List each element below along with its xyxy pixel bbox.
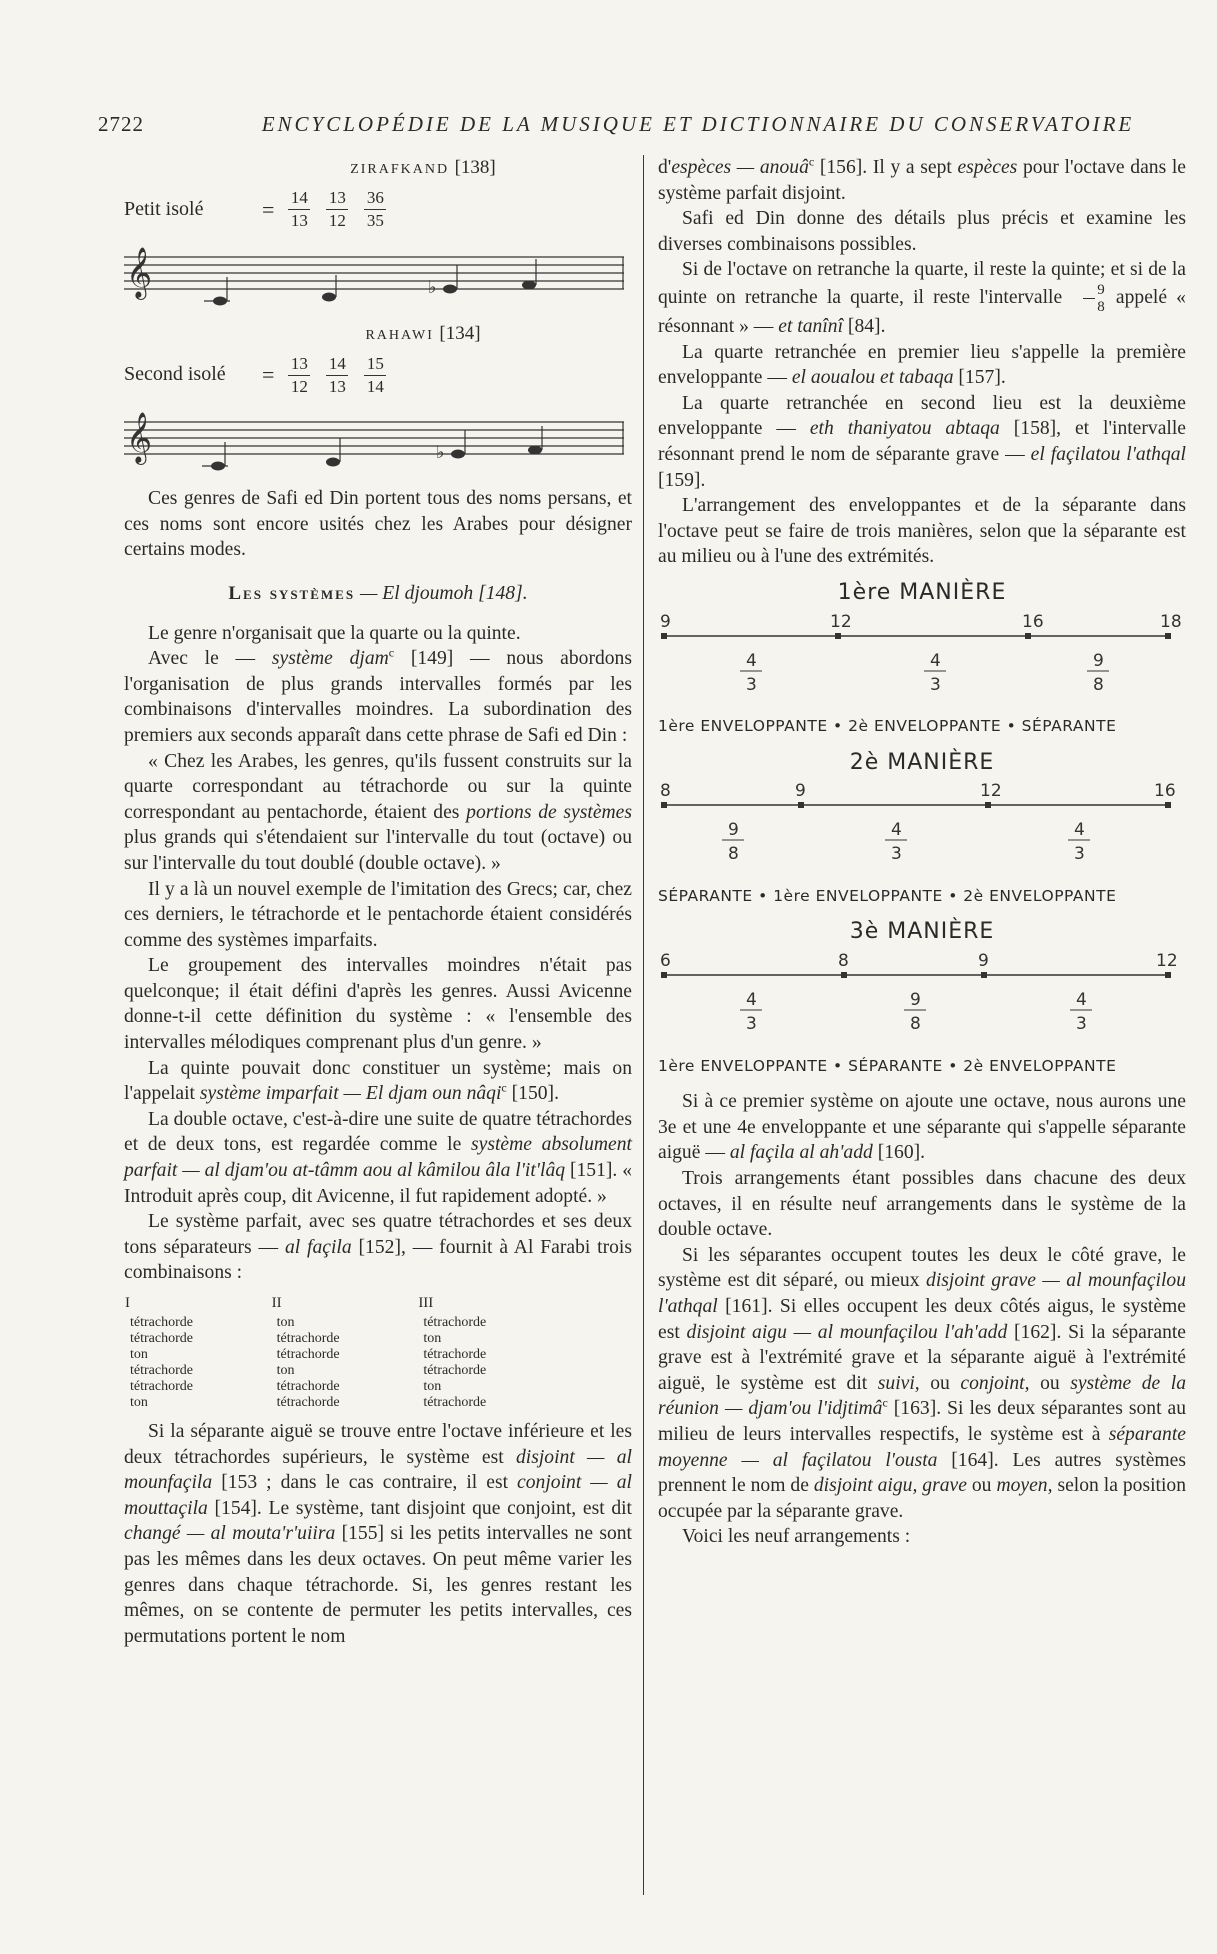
svg-text:16: 16 [1022,611,1044,632]
svg-text:3: 3 [746,1014,757,1035]
combinations-table [124,1294,564,1411]
paragraph: La quarte retranchée en second lieu est la deuxième enveloppante — eth thaniyatou abtaqa [158], et l'intervalle résonnant prend le nom de séparante grave — el façilatou l'athqal [159]. [658,392,1186,491]
svg-text:8: 8 [728,844,739,865]
svg-text:4: 4 [930,650,941,671]
paragraph: Safi ed Din donne des détails plus précis et examine les diverses combinaisons possibles. [658,208,1186,255]
svg-text:18: 18 [1160,611,1182,632]
section-title: Les systèmes [228,582,356,604]
interval-diagram [658,783,1178,873]
svg-text:16: 16 [1154,781,1176,802]
svg-text:8: 8 [1093,674,1104,695]
ratio-label: Petit isolé [124,197,204,220]
equals-sign: = [262,196,275,222]
running-title: ENCYCLOPÉDIE DE LA MUSIQUE ET DICTIONNAIRE DU CONSERVATOIRE [261,112,1135,136]
paragraph: Ces genres de Safi ed Din portent tous des noms persans, et ces noms sont encore usités chez les Arabes pour désigner certains modes. [124,488,632,561]
paragraph: Trois arrangements étant possibles dans chacune des deux octaves, il en résulte neuf arrangements dans le système de la double octave. [658,1168,1186,1241]
svg-text:4: 4 [891,820,902,841]
section-heading [124,581,632,607]
svg-text:4: 4 [1076,990,1087,1011]
table-row: ton tétrachorde tétrachorde [130,1395,487,1410]
table-header: III [418,1295,434,1311]
ratio-label: Second isolé [124,363,226,386]
svg-text:9: 9 [910,990,921,1011]
page-header [98,112,1178,138]
maniere-title: 2è MANIÈRE [849,749,995,775]
music-staff [124,406,624,476]
left-column [124,155,632,1649]
paragraph: La quarte retranchée en premier lieu s'appelle la première enveloppante — el aoualou et tabaqa [157]. [658,341,1186,389]
table-row: tétrachorde tétrachorde ton [130,1331,442,1346]
quote-paragraph: « Chez les Arabes, les genres, qu'ils fussent construits sur la quarte correspondant au tétrachorde ou sur la quinte correspondant au pentachorde, étaient des portions de systèmes plus grands qui s'étendaient sur l'intervalle du tout (octave) ou sur l'intervalle du tout doublé (double octave). » [124,750,632,874]
svg-text:3: 3 [1076,1014,1087,1035]
paragraph: Si à ce premier système on ajoute une octave, nous aurons une 3e et une 4e enveloppante et une séparante qui s'appelle séparante aiguë — al façila al ah'add [160]. [658,1091,1186,1164]
mode-name: RAHAWI [365,327,434,343]
fraction: $\frac{13}{12}$ [326,188,348,231]
svg-text:4: 4 [746,990,757,1011]
paragraph: La double octave, c'est-à-dire une suite de quatre tétrachordes et de deux tons, est regardée comme le système absolument parfait — al djam'ou at-tâmm aou al kâmilou âla l'it'lâq [151]. « Introduit après coup, dit Avicenne, il fut rapidement adopté. » [124,1108,633,1207]
section-subtitle: — El djoumoh [148]. [359,582,528,604]
fraction: $\frac{14}{13}$ [326,354,348,397]
svg-text:6: 6 [660,951,671,972]
svg-text:4: 4 [746,650,757,671]
fraction: $\frac{14}{13}$ [288,188,310,231]
maniere-diagram [658,580,1186,740]
svg-text:3: 3 [746,674,757,695]
svg-text:9: 9 [660,611,671,632]
paragraph: Avec le — système djam$^c$ [149] — nous abordons l'organisation de plus grands intervalles formés par les combinaisons d'intervalles moindres. La subordination des premiers aux seconds apparaît dans cette phrase de Safi ed Din : [124,645,632,746]
svg-text:3: 3 [1074,844,1085,865]
mode-ref: [134] [439,322,481,344]
svg-text:12: 12 [980,781,1002,802]
paragraph: L'arrangement des enveloppantes et de la séparante dans l'octave peut se faire de trois manières, selon que la séparante est au milieu ou à l'une des extrémités. [658,495,1186,568]
svg-text:8: 8 [660,781,671,802]
paragraph: Si les séparantes occupent toutes les deux le côté grave, le système est dit séparé, ou mieux disjoint grave — al mounfaçilou l'athqal [161]. Si elles occupent les deux côtés aigus, le système est disjoint aigu — al mounfaçilou l'ah'add [162]. Si la séparante grave est à l'extrémité grave et la séparante aiguë à l'extrémité aiguë, le système est dit suivi, ou conjoint, ou système de la réunion — djam'ou l'idjtimâ$^c$ [163]. Si les deux séparantes sont au milieu de leurs intervalles respectifs, le système est à séparante moyenne — al façilatou l'ousta [164]. Les autres systèmes prennent le nom de disjoint aigu, grave ou moyen, selon la position occupée par la séparante grave. [658,1244,1187,1522]
svg-text:9: 9 [1093,650,1104,671]
mode-ref: [138] [454,157,496,178]
zirafkand-block [124,155,632,311]
svg-text:9: 9 [978,951,989,972]
maniere-title: 1ère MANIÈRE [837,579,1007,605]
svg-text:9: 9 [795,781,806,802]
paragraph: Le genre n'organisait que la quarte ou la quinte. [148,622,521,644]
treble-clef-icon: 𝄞 [126,246,153,298]
paragraph: Si de l'octave on retranche la quarte, il reste la quinte; et si de la quinte on retranche la quarte, il reste l'intervalle $\frac{9}{8}$ appelé « résonnant » — et tanînî [84]. [658,259,1186,337]
flat-icon: ♭ [428,276,437,297]
paragraph: Si la séparante aiguë se trouve entre l'octave inférieure et les deux tétrachordes supérieurs, le système est disjoint — al mounfaçila [153 ; dans le cas contraire, il est conjoint — al mouttaçila [154]. Le système, tant disjoint que conjoint, est dit changé — al mouta'r'uiira [155] si les petits intervalles ne sont pas les mêmes dans les deux octaves. On peut même varier les genres dans chaque tétrachorde. Si, les genres restant les mêmes, on se contente de permuter les petits intervalles, ces permutations portent le nom [124,1421,632,1647]
maniere-title: 3è MANIÈRE [849,919,995,945]
table-row: tétrachorde ton tétrachorde [130,1363,487,1378]
svg-text:12: 12 [1156,951,1178,972]
page-number: 2722 [98,112,144,136]
paragraph: Le système parfait, avec ses quatre tétrachordes et ses deux tons séparateurs — al façila [152], — fournit à Al Farabi trois combinaisons : [124,1211,633,1284]
svg-text:12: 12 [830,611,852,632]
interval-diagram [658,953,1178,1043]
maniere-diagram [658,919,1186,1079]
interval-diagram [658,611,1182,704]
paragraph: Voici les neuf arrangements : [682,1526,911,1548]
mode-name: ZIRAFKAND [350,162,450,177]
maniere-caption: 1ère ENVELOPPANTE • 2è ENVELOPPANTE • SÉPARANTE [658,717,1117,736]
svg-text:3: 3 [930,674,941,695]
music-staff [124,241,624,311]
svg-text:8: 8 [910,1014,921,1035]
right-column [658,155,1186,1550]
flat-icon: ♭ [436,442,445,463]
fraction: $\frac{13}{12}$ [288,354,310,397]
table-row: tétrachorde tétrachorde ton [130,1379,442,1394]
paragraph: Le groupement des intervalles moindres n'était pas quelconque; il était défini d'après les genres. Aussi Avicenne donne-t-il cette définition du système : « l'ensemble des intervalles mélodiques comprenant plus d'un genre. » [124,955,632,1054]
maniere-diagram [658,750,1186,910]
table-header: I [125,1295,130,1311]
treble-clef-icon: 𝄞 [126,412,153,464]
paragraph: La quinte pouvait donc constituer un système; mais on l'appelait système imparfait — El djam oun nâqi$^c$ [150]. [124,1057,632,1105]
svg-text:4: 4 [1074,820,1085,841]
fraction: $\frac{36}{35}$ [364,188,386,231]
equals-sign: = [262,362,275,388]
svg-text:3: 3 [891,844,902,865]
svg-text:9: 9 [728,820,739,841]
column-divider [643,155,644,1895]
paragraph: d'espèces — anouâ$^c$ [156]. Il y a sept espèces pour l'octave dans le système parfait disjoint. [658,154,1186,204]
table-row: ton tétrachorde tétrachorde [130,1347,487,1362]
rahawi-block [124,321,632,477]
table-row: tétrachorde ton tétrachorde [130,1315,487,1330]
fraction: $\frac{9}{8}$ [1073,283,1105,314]
maniere-caption: 1ère ENVELOPPANTE • SÉPARANTE • 2è ENVELOPPANTE [658,1056,1117,1075]
paragraph: Il y a là un nouvel exemple de l'imitation des Grecs; car, chez ces derniers, le tétrachorde et le pentachorde étaient considérés comme des systèmes imparfaits. [124,878,632,951]
table-header: II [271,1295,282,1311]
fraction: $\frac{15}{14}$ [364,354,386,397]
maniere-caption: SÉPARANTE • 1ère ENVELOPPANTE • 2è ENVELOPPANTE [658,886,1117,905]
svg-text:8: 8 [838,951,849,972]
